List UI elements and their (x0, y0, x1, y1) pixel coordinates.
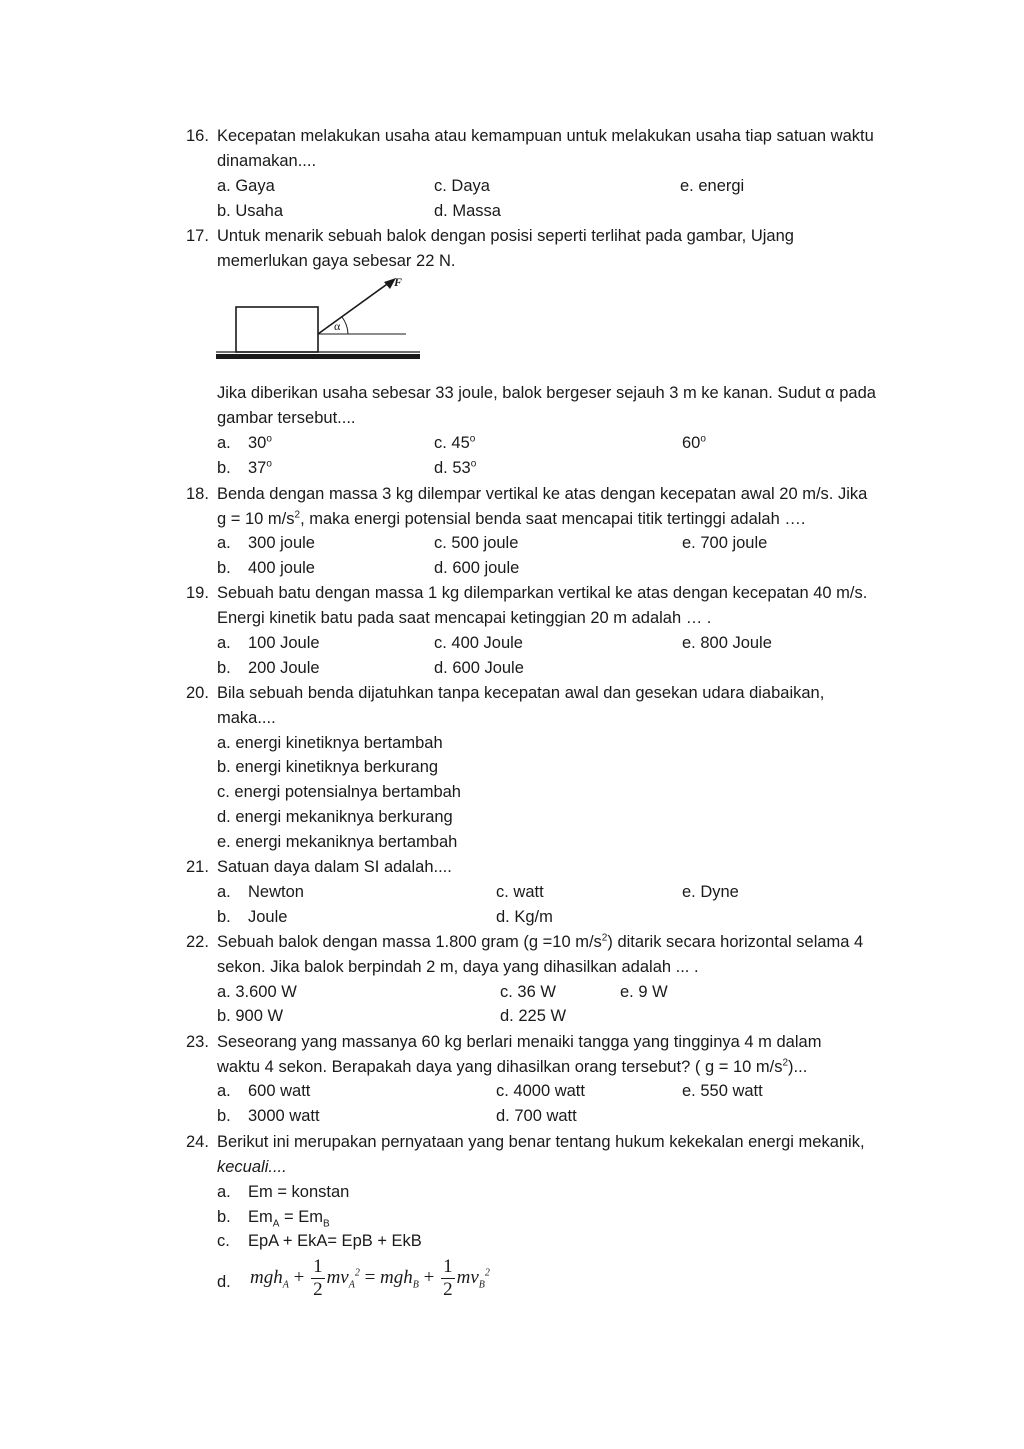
option-d: d. 225 W (500, 1007, 567, 1025)
question-stem: Seseorang yang massanya 60 kg berlari menaiki tangga yang tingginya 4 m dalam waktu 4 sekon. Berapakah daya yang dihasilkan orang tersebut? ( g = 10 $m/s^2$)... (217, 1033, 822, 1076)
question-stem: Bila sebuah benda dijatuhkan tanpa kecepatan awal dan gesekan udara diabaikan, maka.... (217, 684, 825, 727)
question-number: 18. (186, 485, 209, 503)
option-a: a. 600 watt (217, 1082, 311, 1100)
option-d-formula: mgh$_A$ + $\frac{1}{2}$ $mv_A^2 = mgh_B$ + $\frac{1}{2}$ $mv_B^2$ (250, 1256, 490, 1300)
option-a: a. 30$^o$ (217, 433, 272, 452)
question-16 (186, 124, 902, 174)
question-24 (186, 1130, 902, 1180)
question-stem: Sebuah balok dengan massa 1.800 gram (g =10 $m/s^2$) ditarik secara horizontal selama 4 sekon. Jika balok berpindah 2 m, daya yang dihasilkan adalah ... . (217, 932, 864, 976)
option-b: b. 200 Joule (217, 659, 320, 677)
option-b: b. energi kinetiknya berkurang (217, 758, 439, 776)
option-b: b. 400 joule (217, 559, 315, 577)
option-e: e. 9 W (620, 983, 668, 1001)
option-e: 60$^o$ (682, 433, 706, 452)
question-stem: Kecepatan melakukan usaha atau kemampuan untuk melakukan usaha tiap satuan waktu dinamakan.... (217, 127, 874, 170)
question-number: 22. (186, 933, 209, 951)
question-20 (186, 681, 902, 731)
ground-surface (216, 354, 420, 359)
option-d: d. Kg/m (496, 908, 553, 926)
option-b: b. $Em_A = Em_B$ (217, 1208, 330, 1230)
question-17 (186, 224, 902, 274)
option-d: d. energi mekaniknya berkurang (217, 808, 453, 826)
question-number: 19. (186, 584, 209, 602)
option-a: a. Gaya (217, 177, 275, 195)
option-a: a. 3.600 W (217, 983, 297, 1001)
option-c: c. 4000 watt (496, 1082, 585, 1100)
question-22 (186, 930, 902, 980)
question-17-continued (186, 381, 902, 431)
option-c: c. 500 joule (434, 534, 519, 552)
option-e: e. 700 joule (682, 534, 768, 552)
option-d-label: d. (217, 1273, 231, 1291)
option-d: d. Massa (434, 202, 501, 220)
question-number: 23. (186, 1033, 209, 1051)
option-a: a. Em = konstan (217, 1183, 350, 1201)
option-c: c. 400 Joule (434, 634, 523, 652)
option-b: b. Usaha (217, 202, 284, 220)
angle-label: α (334, 319, 341, 333)
option-d: d. 700 watt (496, 1107, 577, 1125)
block-force-diagram (214, 272, 424, 372)
question-number: 21. (186, 858, 209, 876)
angle-arc (342, 317, 348, 334)
block-box (236, 307, 318, 352)
option-e: e. energi mekaniknya bertambah (217, 833, 458, 851)
question-23 (186, 1030, 902, 1080)
question-19 (186, 581, 902, 631)
option-c: c. 36 W (500, 983, 556, 1001)
question-number: 20. (186, 684, 209, 702)
option-b: b. 3000 watt (217, 1107, 320, 1125)
option-d: d. 600 Joule (434, 659, 524, 677)
option-c: c. Daya (434, 177, 490, 195)
option-b: b. 37$^o$ (217, 458, 272, 477)
option-d: d. 53$^o$ (434, 458, 477, 477)
question-stem: Satuan daya dalam SI adalah.... (217, 858, 452, 876)
option-a: a. 100 Joule (217, 634, 320, 652)
option-a: a. Newton (217, 883, 304, 901)
option-d: d. 600 joule (434, 559, 520, 577)
option-e: e. 550 watt (682, 1082, 763, 1100)
option-a: a. 300 joule (217, 534, 315, 552)
question-number: 17. (186, 227, 209, 245)
question-number: 24. (186, 1133, 209, 1151)
option-e: e. Dyne (682, 883, 739, 901)
question-stem: Sebuah batu dengan massa 1 kg dilemparkan vertikal ke atas dengan kecepatan 40 m/s. Energi kinetik batu pada saat mencapai ketinggian 20 m adalah … . (217, 584, 868, 627)
question-18 (186, 482, 902, 532)
option-b: b. 900 W (217, 1007, 284, 1025)
force-label: F (394, 275, 403, 289)
force-arrow (318, 282, 390, 334)
option-b: b. Joule (217, 908, 288, 926)
question-number: 16. (186, 127, 209, 145)
question-stem: Benda dengan massa 3 kg dilempar vertikal ke atas dengan kecepatan awal 20 m/s. Jika g = 10 $m/s^2$, maka energi potensial benda saat mencapai titik tertinggi adalah …. (217, 485, 868, 528)
question-stem: Jika diberikan usaha sebesar 33 joule, balok bergeser sejauh 3 m ke kanan. Sudut α pada gambar tersebut.... (217, 384, 876, 427)
option-c: c. 45$^o$ (434, 433, 476, 452)
question-21 (186, 855, 902, 880)
option-a: a. energi kinetiknya bertambah (217, 734, 443, 752)
option-c: c. energi potensialnya bertambah (217, 783, 461, 801)
question-stem: Untuk menarik sebuah balok dengan posisi seperti terlihat pada gambar, Ujang memerlukan gaya sebesar 22 N. (217, 227, 794, 270)
option-e: e. energi (680, 177, 745, 195)
option-e: e. 800 Joule (682, 634, 772, 652)
option-c: c. watt (496, 883, 544, 901)
question-stem: Berikut ini merupakan pernyataan yang benar tentang hukum kekekalan energi mekanik, kecuali.... (217, 1133, 865, 1176)
option-c: c. EpA + EkA= EpB + EkB (217, 1232, 422, 1250)
